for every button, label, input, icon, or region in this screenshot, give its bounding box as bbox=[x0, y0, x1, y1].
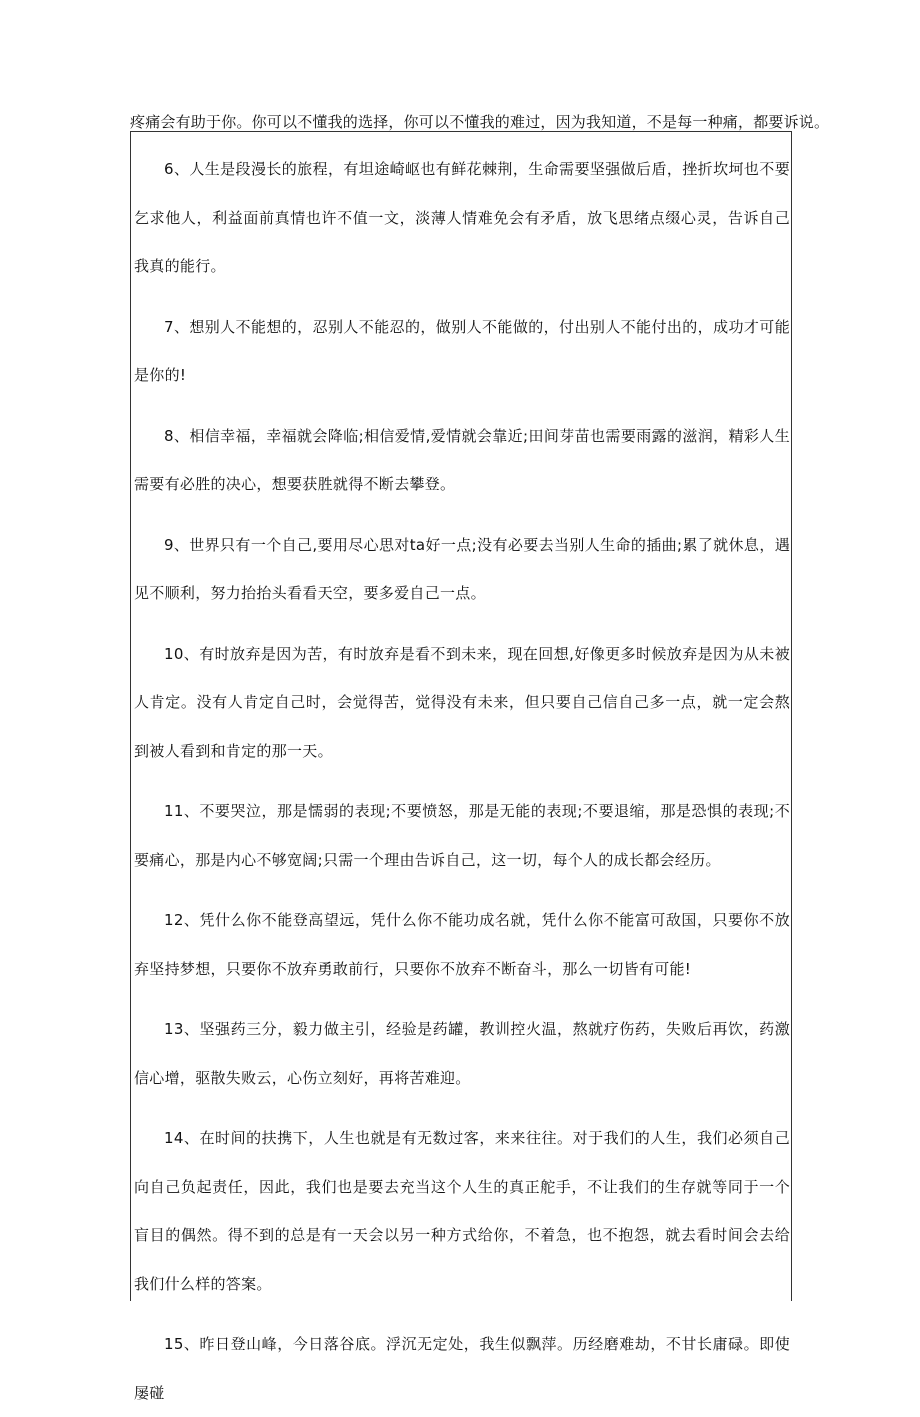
paragraph-12: 12、凭什么你不能登高望远，凭什么你不能功成名就，凭什么你不能富可敌国，只要你不放弃坚持梦想，只要你不放弃勇敢前行，只要你不放弃不断奋斗，那么一切皆有可能! bbox=[134, 911, 790, 978]
paragraph-8: 8、相信幸福，幸福就会降临;相信爱情,爱情就会靠近;田间芽苗也需要雨露的滋润，精彩人生需要有必胜的决心，想要获胜就得不断去攀登。 bbox=[134, 426, 790, 493]
carryover-line: 疼痛会有助于你。你可以不懂我的选择，你可以不懂我的难过，因为我知道，不是每一种痛，都要诉说。 bbox=[130, 113, 830, 131]
paragraph-list bbox=[132, 131, 792, 1417]
paragraph-6: 6、人生是段漫长的旅程，有坦途崎岖也有鲜花棘荆，生命需要坚强做后盾，挫折坎坷也不要乞求他人，利益面前真情也许不值一文，淡薄人情难免会有矛盾，放飞思绪点缀心灵，告诉自己我真的能行。 bbox=[134, 160, 790, 275]
paragraph-14: 14、在时间的扶携下，人生也就是有无数过客，来来往往。对于我们的人生，我们必须自己向自己负起责任，因此，我们也是要去充当这个人生的真正舵手，不让我们的生存就等同于一个盲目的偶然。得不到的总是有一天会以另一种方式给你，不着急，也不抱怨，就去看时间会去给我们什么样的答案。 bbox=[134, 1129, 790, 1293]
paragraph-15: 15、昨日登山峰，今日落谷底。浮沉无定处，我生似飘萍。历经磨难劫，不甘长庸碌。即使屡碰 bbox=[134, 1335, 790, 1402]
paragraph-11: 11、不要哭泣，那是懦弱的表现;不要愤怒，那是无能的表现;不要退缩，那是恐惧的表现;不要痛心，那是内心不够宽阔;只需一个理由告诉自己，这一切，每个人的成长都会经历。 bbox=[134, 802, 790, 869]
paragraph-10: 10、有时放弃是因为苦，有时放弃是看不到未来，现在回想,好像更多时候放弃是因为从未被人肯定。没有人肯定自己时，会觉得苦，觉得没有未来，但只要自己信自己多一点，就一定会熬到被人看到和肯定的那一天。 bbox=[134, 644, 790, 760]
paragraph-13: 13、坚强药三分，毅力做主引，经验是药罐，教训控火温，熬就疗伤药，失败后再饮，药激信心增，驱散失败云，心伤立刻好，再将苦难迎。 bbox=[134, 1020, 790, 1087]
paragraph-7: 7、想别人不能想的，忍别人不能忍的，做别人不能做的，付出别人不能付出的，成功才可能是你的! bbox=[134, 317, 790, 384]
paragraph-9: 9、世界只有一个自己,要用尽心思对ta好一点;没有必要去当别人生命的插曲;累了就休息，遇见不顺利，努力抬抬头看看天空，要多爱自己一点。 bbox=[134, 535, 790, 602]
